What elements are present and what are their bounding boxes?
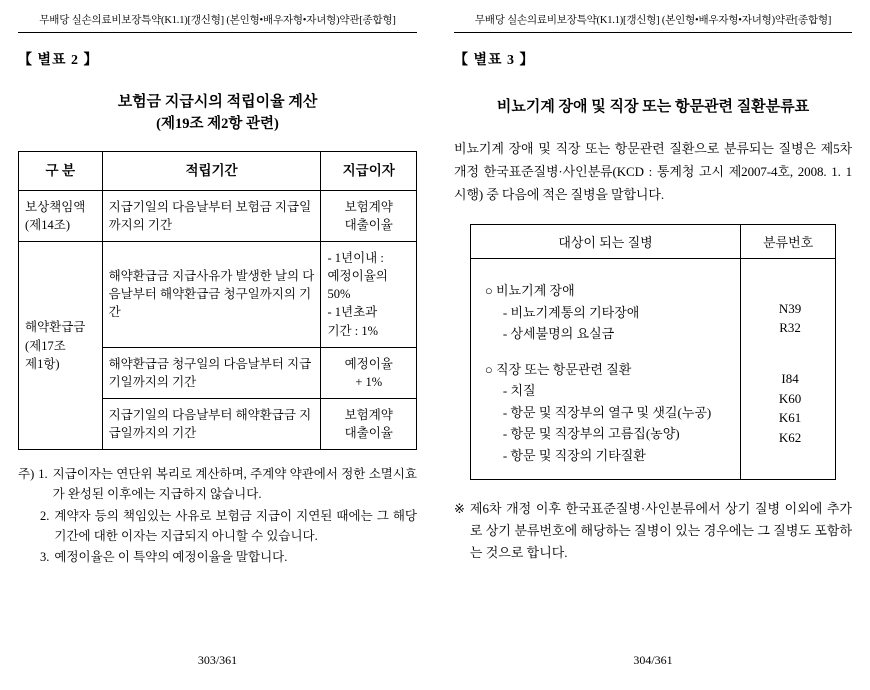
spacer <box>755 279 825 299</box>
interest-line: 대출이율 <box>344 426 393 441</box>
footnote-text: 제6차 개정 이후 한국표준질병·사인분류에서 상기 질병 이외에 추가로 상기 분류번호에 해당하는 질병이 있는 경우에는 그 질병도 포함하는 것으로 합니다. <box>469 501 852 561</box>
interest-line: 예정이율의 <box>327 269 388 284</box>
note-item <box>18 464 417 505</box>
disease-code: K62 <box>778 429 802 445</box>
running-header-left: 무배당 실손의료비보장특약(K1.1)[갱신형] (본인형•배우자형•자녀형)약관[종합형] <box>39 15 396 26</box>
spacer <box>755 350 825 370</box>
disease-code: R32 <box>779 320 801 336</box>
cell-interest-refund-1 <box>321 242 417 348</box>
spacer <box>485 346 730 358</box>
cell-interest-refund-2 <box>321 347 417 398</box>
table-row <box>19 190 417 241</box>
disease-item: - 치질 <box>502 383 536 399</box>
division-line: (제14조) <box>25 217 70 232</box>
disease-code: N39 <box>778 300 802 316</box>
page-number-right: 304/361 <box>633 653 673 667</box>
division-line: 보상책임액 <box>25 199 86 214</box>
accrual-rate-table <box>18 151 417 450</box>
table-header-row <box>470 225 835 259</box>
col-header-period: 적립기간 <box>102 152 321 191</box>
col-header-disease: 대상이 되는 질병 <box>470 225 740 259</box>
cell-period-refund-1: 해약환급금 지급사유가 발생한 날의 다음날부터 해약환급금 청구일까지의 기간 <box>102 242 321 348</box>
cell-code-list <box>741 259 836 480</box>
disease-code: K61 <box>778 410 802 426</box>
footnote-block <box>454 498 852 564</box>
note-number: 3. <box>40 550 50 565</box>
page-title-main-left: 보험금 지급시의 적립이율 계산 <box>117 94 318 110</box>
note-text: 예정이율은 이 특약의 예정이율을 말합니다. <box>54 550 288 565</box>
division-line: 해약환급금 <box>25 320 86 335</box>
disease-item: - 비뇨기계통의 기타장애 <box>502 304 640 320</box>
running-header-right: 무배당 실손의료비보장특약(K1.1)[갱신형] (본인형•배우자형•자녀형)약관[종합형] <box>474 15 832 26</box>
division-line: 제1항) <box>25 356 60 371</box>
disease-code: K60 <box>778 390 802 406</box>
disease-group-label: ○ 비뇨기계 장애 <box>484 283 575 299</box>
notes-block-left <box>18 464 417 567</box>
note-item <box>18 506 417 547</box>
intro-paragraph: 비뇨기계 장애 및 직장 또는 항문관련 질환으로 분류되는 질병은 제5차 개정 한국표준질병·사인분류(KCD : 통계청 고시 제2007-4호, 2008. 1. 1 시행) 중 다음에 적은 질병을 말합니다. <box>454 141 852 202</box>
interest-line: + 1% <box>355 374 383 389</box>
note-number: 1. <box>38 467 48 482</box>
interest-line: - 1년초과 <box>327 305 378 320</box>
disease-code: I84 <box>781 371 799 387</box>
disease-item: - 항문 및 직장부의 열구 및 샛길(누공) <box>502 404 712 420</box>
spacer <box>755 269 825 279</box>
footnote-mark: ※ <box>454 501 465 517</box>
table-row <box>19 242 417 348</box>
cell-interest-refund-3 <box>321 398 417 449</box>
page-title-sub-left: (제19조 제2항 관련) <box>156 115 279 132</box>
disease-item: - 상세불명의 요실금 <box>502 326 615 342</box>
interest-line: 50% <box>327 287 351 302</box>
col-header-division: 구 분 <box>19 152 103 191</box>
cell-division-refund <box>19 242 103 450</box>
disease-classification-table <box>470 224 836 480</box>
interest-line: 대출이율 <box>344 217 393 232</box>
division-line: (제17조 <box>25 338 66 353</box>
header-divider-left <box>18 32 417 33</box>
note-text: 계약자 등의 책임있는 사유로 보험금 지급이 지연된 때에는 그 해당기간에 대한 이자는 지급되지 아니할 수 있습니다. <box>54 508 417 543</box>
note-number: 2. <box>40 508 50 523</box>
col-header-interest: 지급이자 <box>321 152 417 191</box>
interest-line: 예정이율 <box>344 356 393 371</box>
note-text: 지급이자는 연단위 복리로 계산하며, 주계약 약관에서 정한 소멸시효가 완성된 이후에는 지급하지 않습니다. <box>52 467 417 502</box>
appendix-tag-left: 【 별표 2 】 <box>18 53 99 68</box>
interest-line: 보험계약 <box>344 407 393 422</box>
page-number-left: 303/361 <box>197 653 238 667</box>
page-title-right: 비뇨기계 장애 및 직장 또는 항문관련 질환분류표 <box>496 99 810 115</box>
cell-interest-liability <box>321 190 417 241</box>
notes-label: 주) <box>18 467 35 482</box>
spacer <box>755 338 825 350</box>
cell-period-refund-2: 해약환급금 청구일의 다음날부터 지급기일까지의 기간 <box>102 347 321 398</box>
table-row <box>470 259 835 480</box>
interest-line: 기간 : 1% <box>327 323 379 338</box>
disease-group-label: ○ 직장 또는 항문관련 질환 <box>484 361 632 377</box>
header-divider-right <box>454 32 852 33</box>
interest-line: - 1년이내 : <box>327 251 384 266</box>
spacer <box>485 269 730 279</box>
col-header-code: 분류번호 <box>741 225 836 259</box>
cell-period-refund-3: 지급기일의 다음날부터 해약환급금 지급일까지의 기간 <box>102 398 321 449</box>
cell-period-liability: 지급기일의 다음날부터 보험금 지급일까지의 기간 <box>102 190 321 241</box>
cell-division-liability <box>19 190 103 241</box>
page-right <box>435 0 870 690</box>
note-item <box>18 547 417 567</box>
disease-item: - 항문 및 직장부의 고름집(농양) <box>502 426 680 442</box>
page-title-left <box>18 91 417 135</box>
disease-item: - 항문 및 직장의 기타질환 <box>502 447 646 463</box>
cell-disease-list <box>470 259 740 480</box>
table-header-row <box>19 152 417 191</box>
interest-line: 보험계약 <box>344 199 393 214</box>
appendix-tag-right: 【 별표 3 】 <box>454 53 535 68</box>
